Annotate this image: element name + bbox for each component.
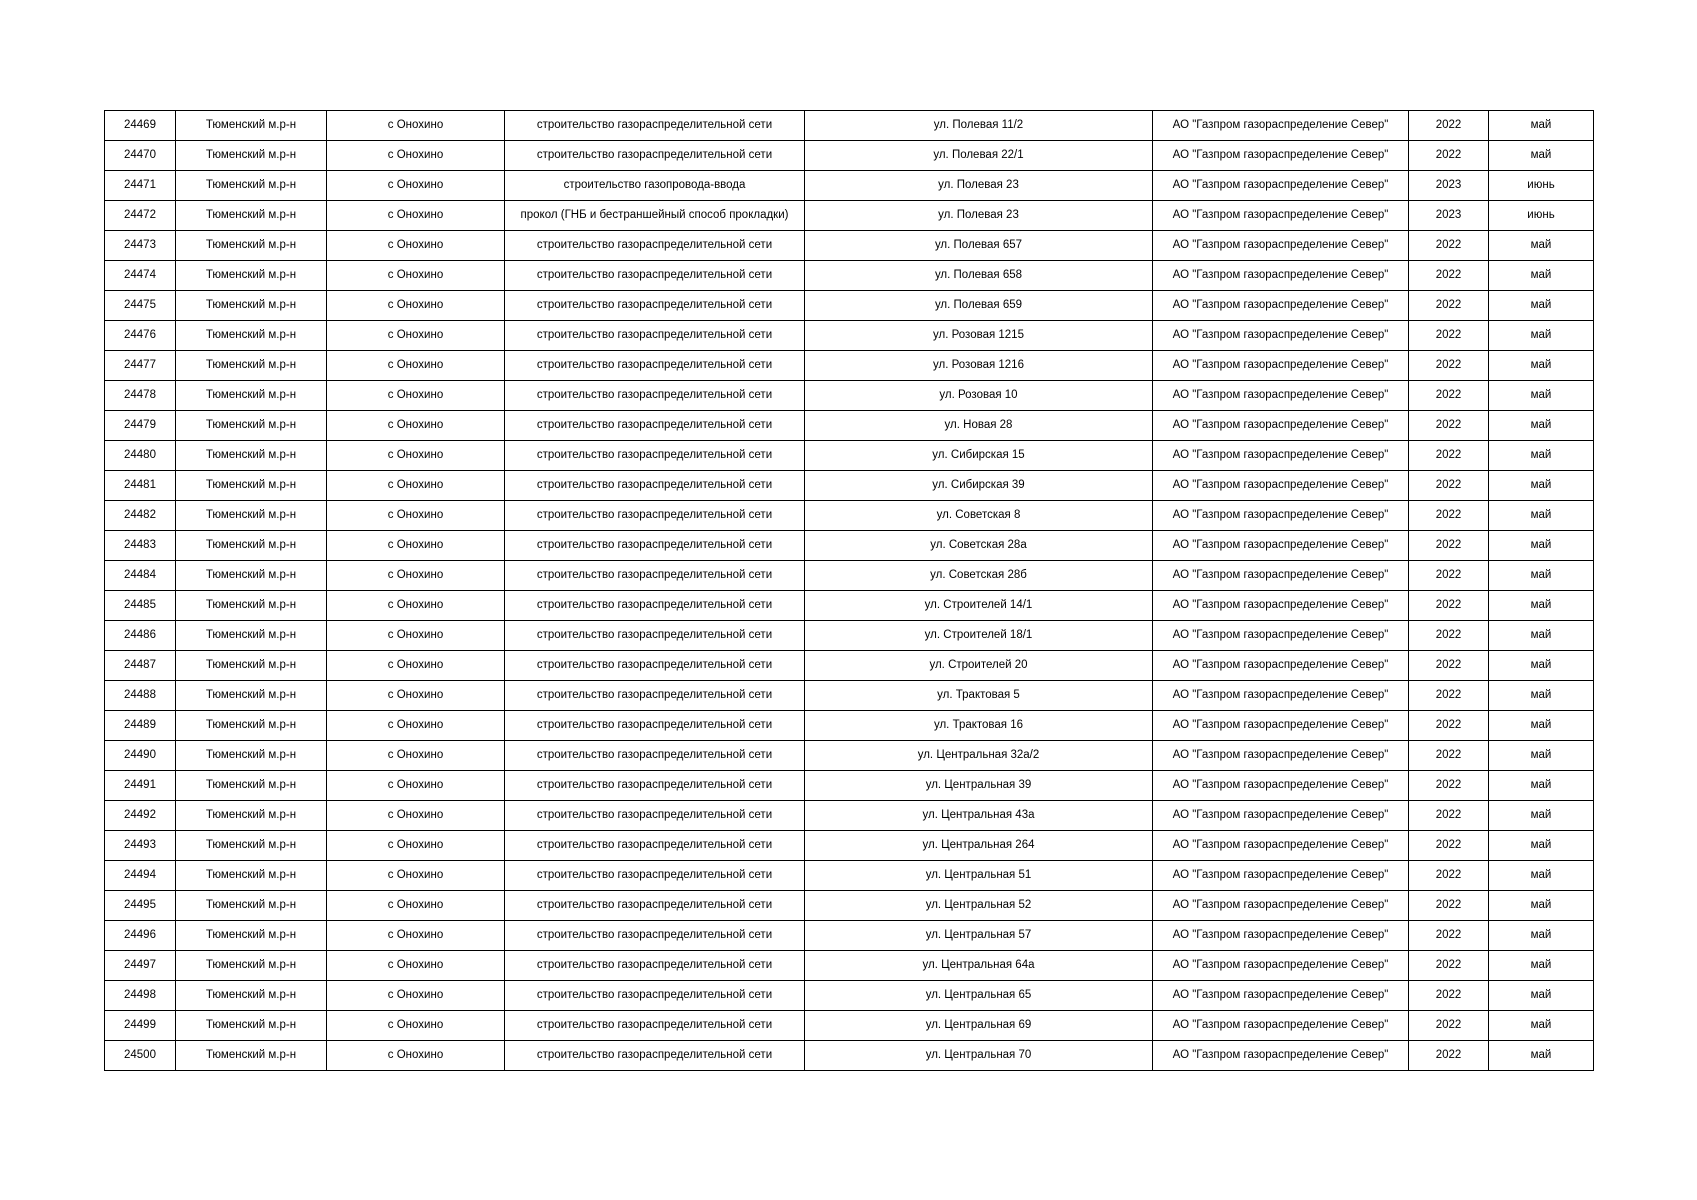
cell-address: ул. Центральная 64а <box>805 951 1153 981</box>
cell-month: май <box>1489 771 1594 801</box>
cell-number: 24498 <box>105 981 176 1011</box>
cell-month: май <box>1489 831 1594 861</box>
cell-organization: АО "Газпром газораспределение Север" <box>1153 831 1409 861</box>
cell-work-type: строительство газораспределительной сети <box>505 741 805 771</box>
cell-month: май <box>1489 441 1594 471</box>
cell-address: ул. Центральная 69 <box>805 1011 1153 1041</box>
cell-month: май <box>1489 711 1594 741</box>
cell-address: ул. Сибирская 15 <box>805 441 1153 471</box>
cell-district: Тюменский м.р-н <box>176 531 327 561</box>
cell-district: Тюменский м.р-н <box>176 111 327 141</box>
cell-number: 24497 <box>105 951 176 981</box>
table-row <box>105 201 1594 231</box>
cell-district: Тюменский м.р-н <box>176 681 327 711</box>
cell-number: 24489 <box>105 711 176 741</box>
cell-work-type: строительство газораспределительной сети <box>505 981 805 1011</box>
cell-number: 24492 <box>105 801 176 831</box>
cell-settlement: с Онохино <box>327 1011 505 1041</box>
cell-number: 24486 <box>105 621 176 651</box>
cell-year: 2022 <box>1409 501 1489 531</box>
table-row <box>105 861 1594 891</box>
cell-district: Тюменский м.р-н <box>176 621 327 651</box>
cell-number: 24485 <box>105 591 176 621</box>
cell-address: ул. Строителей 14/1 <box>805 591 1153 621</box>
cell-year: 2022 <box>1409 411 1489 441</box>
cell-organization: АО "Газпром газораспределение Север" <box>1153 561 1409 591</box>
cell-settlement: с Онохино <box>327 531 505 561</box>
cell-number: 24491 <box>105 771 176 801</box>
cell-number: 24472 <box>105 201 176 231</box>
cell-address: ул. Центральная 43а <box>805 801 1153 831</box>
cell-settlement: с Онохино <box>327 471 505 501</box>
cell-settlement: с Онохино <box>327 651 505 681</box>
cell-address: ул. Советская 28б <box>805 561 1153 591</box>
cell-work-type: строительство газораспределительной сети <box>505 861 805 891</box>
cell-year: 2022 <box>1409 381 1489 411</box>
cell-work-type: строительство газораспределительной сети <box>505 411 805 441</box>
cell-work-type: строительство газораспределительной сети <box>505 141 805 171</box>
table-row <box>105 111 1594 141</box>
cell-settlement: с Онохино <box>327 951 505 981</box>
cell-year: 2022 <box>1409 441 1489 471</box>
cell-work-type: строительство газораспределительной сети <box>505 591 805 621</box>
cell-organization: АО "Газпром газораспределение Север" <box>1153 1011 1409 1041</box>
cell-month: май <box>1489 291 1594 321</box>
cell-organization: АО "Газпром газораспределение Север" <box>1153 801 1409 831</box>
table-row <box>105 561 1594 591</box>
cell-year: 2022 <box>1409 141 1489 171</box>
cell-district: Тюменский м.р-н <box>176 801 327 831</box>
cell-settlement: с Онохино <box>327 501 505 531</box>
cell-work-type: строительство газораспределительной сети <box>505 561 805 591</box>
table-row <box>105 771 1594 801</box>
cell-month: май <box>1489 741 1594 771</box>
table-row <box>105 951 1594 981</box>
cell-month: май <box>1489 951 1594 981</box>
cell-work-type: строительство газораспределительной сети <box>505 891 805 921</box>
cell-address: ул. Центральная 70 <box>805 1041 1153 1071</box>
cell-settlement: с Онохино <box>327 561 505 591</box>
cell-district: Тюменский м.р-н <box>176 831 327 861</box>
cell-organization: АО "Газпром газораспределение Север" <box>1153 501 1409 531</box>
cell-organization: АО "Газпром газораспределение Север" <box>1153 711 1409 741</box>
cell-district: Тюменский м.р-н <box>176 741 327 771</box>
cell-settlement: с Онохино <box>327 1041 505 1071</box>
cell-district: Тюменский м.р-н <box>176 411 327 441</box>
cell-year: 2022 <box>1409 321 1489 351</box>
cell-district: Тюменский м.р-н <box>176 171 327 201</box>
cell-address: ул. Полевая 11/2 <box>805 111 1153 141</box>
cell-work-type: строительство газораспределительной сети <box>505 231 805 261</box>
cell-district: Тюменский м.р-н <box>176 501 327 531</box>
cell-month: май <box>1489 801 1594 831</box>
cell-district: Тюменский м.р-н <box>176 891 327 921</box>
cell-month: май <box>1489 1011 1594 1041</box>
cell-organization: АО "Газпром газораспределение Север" <box>1153 171 1409 201</box>
cell-month: май <box>1489 321 1594 351</box>
cell-district: Тюменский м.р-н <box>176 201 327 231</box>
cell-address: ул. Новая 28 <box>805 411 1153 441</box>
cell-month: май <box>1489 381 1594 411</box>
cell-organization: АО "Газпром газораспределение Север" <box>1153 1041 1409 1071</box>
cell-organization: АО "Газпром газораспределение Север" <box>1153 981 1409 1011</box>
cell-year: 2022 <box>1409 231 1489 261</box>
cell-work-type: строительство газораспределительной сети <box>505 381 805 411</box>
cell-month: май <box>1489 561 1594 591</box>
cell-work-type: строительство газораспределительной сети <box>505 1011 805 1041</box>
cell-work-type: строительство газораспределительной сети <box>505 261 805 291</box>
cell-month: май <box>1489 681 1594 711</box>
cell-month: май <box>1489 111 1594 141</box>
cell-year: 2022 <box>1409 621 1489 651</box>
cell-year: 2022 <box>1409 561 1489 591</box>
cell-address: ул. Центральная 51 <box>805 861 1153 891</box>
cell-number: 24475 <box>105 291 176 321</box>
cell-address: ул. Центральная 32а/2 <box>805 741 1153 771</box>
cell-month: май <box>1489 471 1594 501</box>
cell-year: 2022 <box>1409 1011 1489 1041</box>
cell-work-type: строительство газораспределительной сети <box>505 441 805 471</box>
table-body <box>105 111 1594 1071</box>
cell-address: ул. Центральная 52 <box>805 891 1153 921</box>
cell-address: ул. Строителей 20 <box>805 651 1153 681</box>
cell-address: ул. Центральная 57 <box>805 921 1153 951</box>
cell-work-type: строительство газораспределительной сети <box>505 1041 805 1071</box>
cell-settlement: с Онохино <box>327 261 505 291</box>
cell-year: 2022 <box>1409 531 1489 561</box>
cell-settlement: с Онохино <box>327 981 505 1011</box>
cell-settlement: с Онохино <box>327 681 505 711</box>
cell-settlement: с Онохино <box>327 171 505 201</box>
cell-work-type: строительство газораспределительной сети <box>505 351 805 381</box>
cell-month: май <box>1489 621 1594 651</box>
cell-number: 24494 <box>105 861 176 891</box>
works-table <box>104 110 1594 1071</box>
cell-year: 2022 <box>1409 651 1489 681</box>
cell-organization: АО "Газпром газораспределение Север" <box>1153 291 1409 321</box>
cell-organization: АО "Газпром газораспределение Север" <box>1153 411 1409 441</box>
table-row <box>105 651 1594 681</box>
cell-settlement: с Онохино <box>327 351 505 381</box>
cell-month: май <box>1489 141 1594 171</box>
cell-year: 2022 <box>1409 471 1489 501</box>
cell-work-type: строительство газораспределительной сети <box>505 831 805 861</box>
cell-year: 2022 <box>1409 771 1489 801</box>
cell-settlement: с Онохино <box>327 321 505 351</box>
cell-number: 24474 <box>105 261 176 291</box>
cell-work-type: строительство газораспределительной сети <box>505 291 805 321</box>
cell-organization: АО "Газпром газораспределение Север" <box>1153 471 1409 501</box>
cell-number: 24484 <box>105 561 176 591</box>
cell-settlement: с Онохино <box>327 141 505 171</box>
cell-address: ул. Полевая 23 <box>805 171 1153 201</box>
cell-district: Тюменский м.р-н <box>176 1041 327 1071</box>
cell-work-type: строительство газораспределительной сети <box>505 771 805 801</box>
cell-year: 2022 <box>1409 1041 1489 1071</box>
cell-settlement: с Онохино <box>327 111 505 141</box>
cell-number: 24473 <box>105 231 176 261</box>
cell-number: 24480 <box>105 441 176 471</box>
cell-work-type: прокол (ГНБ и бестраншейный способ прокладки) <box>505 201 805 231</box>
table-row <box>105 321 1594 351</box>
cell-settlement: с Онохино <box>327 411 505 441</box>
cell-month: май <box>1489 891 1594 921</box>
cell-district: Тюменский м.р-н <box>176 591 327 621</box>
cell-year: 2023 <box>1409 171 1489 201</box>
cell-work-type: строительство газораспределительной сети <box>505 321 805 351</box>
cell-year: 2022 <box>1409 291 1489 321</box>
cell-organization: АО "Газпром газораспределение Север" <box>1153 231 1409 261</box>
cell-settlement: с Онохино <box>327 891 505 921</box>
table-row <box>105 621 1594 651</box>
table-row <box>105 171 1594 201</box>
cell-year: 2022 <box>1409 891 1489 921</box>
cell-organization: АО "Газпром газораспределение Север" <box>1153 441 1409 471</box>
cell-address: ул. Полевая 657 <box>805 231 1153 261</box>
table-row <box>105 711 1594 741</box>
cell-month: май <box>1489 411 1594 441</box>
table-row <box>105 591 1594 621</box>
cell-year: 2022 <box>1409 831 1489 861</box>
cell-work-type: строительство газораспределительной сети <box>505 651 805 681</box>
cell-address: ул. Центральная 65 <box>805 981 1153 1011</box>
cell-work-type: строительство газопровода-ввода <box>505 171 805 201</box>
cell-address: ул. Полевая 22/1 <box>805 141 1153 171</box>
cell-work-type: строительство газораспределительной сети <box>505 711 805 741</box>
cell-month: июнь <box>1489 201 1594 231</box>
cell-address: ул. Центральная 39 <box>805 771 1153 801</box>
table-row <box>105 831 1594 861</box>
cell-district: Тюменский м.р-н <box>176 291 327 321</box>
cell-district: Тюменский м.р-н <box>176 141 327 171</box>
cell-number: 24483 <box>105 531 176 561</box>
cell-month: май <box>1489 591 1594 621</box>
cell-organization: АО "Газпром газораспределение Север" <box>1153 771 1409 801</box>
cell-number: 24495 <box>105 891 176 921</box>
cell-district: Тюменский м.р-н <box>176 351 327 381</box>
cell-settlement: с Онохино <box>327 921 505 951</box>
cell-number: 24499 <box>105 1011 176 1041</box>
table-row <box>105 921 1594 951</box>
cell-address: ул. Советская 28а <box>805 531 1153 561</box>
cell-settlement: с Онохино <box>327 441 505 471</box>
cell-work-type: строительство газораспределительной сети <box>505 921 805 951</box>
cell-district: Тюменский м.р-н <box>176 651 327 681</box>
cell-organization: АО "Газпром газораспределение Север" <box>1153 141 1409 171</box>
cell-number: 24493 <box>105 831 176 861</box>
cell-settlement: с Онохино <box>327 711 505 741</box>
cell-work-type: строительство газораспределительной сети <box>505 501 805 531</box>
cell-month: май <box>1489 1041 1594 1071</box>
cell-organization: АО "Газпром газораспределение Север" <box>1153 111 1409 141</box>
table-row <box>105 261 1594 291</box>
cell-organization: АО "Газпром газораспределение Север" <box>1153 201 1409 231</box>
cell-district: Тюменский м.р-н <box>176 381 327 411</box>
cell-number: 24479 <box>105 411 176 441</box>
cell-settlement: с Онохино <box>327 741 505 771</box>
cell-organization: АО "Газпром газораспределение Север" <box>1153 261 1409 291</box>
cell-work-type: строительство газораспределительной сети <box>505 681 805 711</box>
cell-district: Тюменский м.р-н <box>176 321 327 351</box>
cell-address: ул. Советская 8 <box>805 501 1153 531</box>
cell-work-type: строительство газораспределительной сети <box>505 111 805 141</box>
cell-year: 2022 <box>1409 801 1489 831</box>
cell-address: ул. Трактовая 5 <box>805 681 1153 711</box>
cell-number: 24488 <box>105 681 176 711</box>
cell-address: ул. Розовая 10 <box>805 381 1153 411</box>
cell-year: 2022 <box>1409 711 1489 741</box>
cell-number: 24478 <box>105 381 176 411</box>
table-row <box>105 1041 1594 1071</box>
cell-settlement: с Онохино <box>327 231 505 261</box>
table-row <box>105 441 1594 471</box>
table-row <box>105 981 1594 1011</box>
cell-settlement: с Онохино <box>327 381 505 411</box>
cell-settlement: с Онохино <box>327 831 505 861</box>
cell-number: 24496 <box>105 921 176 951</box>
cell-organization: АО "Газпром газораспределение Север" <box>1153 531 1409 561</box>
cell-month: май <box>1489 231 1594 261</box>
cell-settlement: с Онохино <box>327 591 505 621</box>
cell-year: 2022 <box>1409 951 1489 981</box>
cell-address: ул. Полевая 659 <box>805 291 1153 321</box>
cell-organization: АО "Газпром газораспределение Север" <box>1153 861 1409 891</box>
table-row <box>105 1011 1594 1041</box>
cell-address: ул. Полевая 23 <box>805 201 1153 231</box>
cell-district: Тюменский м.р-н <box>176 951 327 981</box>
cell-number: 24500 <box>105 1041 176 1071</box>
cell-month: май <box>1489 501 1594 531</box>
cell-address: ул. Розовая 1216 <box>805 351 1153 381</box>
cell-month: май <box>1489 261 1594 291</box>
cell-organization: АО "Газпром газораспределение Север" <box>1153 651 1409 681</box>
table-row <box>105 381 1594 411</box>
table-row <box>105 291 1594 321</box>
cell-address: ул. Трактовая 16 <box>805 711 1153 741</box>
cell-month: май <box>1489 921 1594 951</box>
cell-year: 2022 <box>1409 681 1489 711</box>
cell-organization: АО "Газпром газораспределение Север" <box>1153 741 1409 771</box>
cell-district: Тюменский м.р-н <box>176 861 327 891</box>
cell-number: 24490 <box>105 741 176 771</box>
cell-number: 24476 <box>105 321 176 351</box>
table-row <box>105 351 1594 381</box>
cell-settlement: с Онохино <box>327 291 505 321</box>
table-row <box>105 891 1594 921</box>
table-row <box>105 231 1594 261</box>
cell-number: 24482 <box>105 501 176 531</box>
cell-organization: АО "Газпром газораспределение Север" <box>1153 381 1409 411</box>
cell-settlement: с Онохино <box>327 861 505 891</box>
cell-month: май <box>1489 531 1594 561</box>
cell-month: май <box>1489 861 1594 891</box>
cell-month: июнь <box>1489 171 1594 201</box>
cell-settlement: с Онохино <box>327 201 505 231</box>
cell-settlement: с Онохино <box>327 771 505 801</box>
table-row <box>105 741 1594 771</box>
cell-address: ул. Строителей 18/1 <box>805 621 1153 651</box>
cell-address: ул. Розовая 1215 <box>805 321 1153 351</box>
cell-work-type: строительство газораспределительной сети <box>505 621 805 651</box>
cell-district: Тюменский м.р-н <box>176 981 327 1011</box>
cell-district: Тюменский м.р-н <box>176 561 327 591</box>
cell-year: 2022 <box>1409 921 1489 951</box>
table-row <box>105 411 1594 441</box>
cell-year: 2022 <box>1409 261 1489 291</box>
cell-month: май <box>1489 981 1594 1011</box>
cell-year: 2022 <box>1409 981 1489 1011</box>
cell-address: ул. Центральная 264 <box>805 831 1153 861</box>
cell-month: май <box>1489 351 1594 381</box>
cell-district: Тюменский м.р-н <box>176 921 327 951</box>
table-row <box>105 471 1594 501</box>
table-row <box>105 531 1594 561</box>
cell-organization: АО "Газпром газораспределение Север" <box>1153 921 1409 951</box>
cell-settlement: с Онохино <box>327 621 505 651</box>
cell-number: 24487 <box>105 651 176 681</box>
cell-number: 24477 <box>105 351 176 381</box>
cell-settlement: с Онохино <box>327 801 505 831</box>
table-row <box>105 681 1594 711</box>
cell-organization: АО "Газпром газораспределение Север" <box>1153 621 1409 651</box>
cell-district: Тюменский м.р-н <box>176 441 327 471</box>
cell-year: 2022 <box>1409 861 1489 891</box>
cell-organization: АО "Газпром газораспределение Север" <box>1153 681 1409 711</box>
table-row <box>105 501 1594 531</box>
cell-organization: АО "Газпром газораспределение Север" <box>1153 891 1409 921</box>
cell-district: Тюменский м.р-н <box>176 1011 327 1041</box>
cell-district: Тюменский м.р-н <box>176 261 327 291</box>
cell-year: 2022 <box>1409 111 1489 141</box>
cell-year: 2023 <box>1409 201 1489 231</box>
table-row <box>105 801 1594 831</box>
cell-work-type: строительство газораспределительной сети <box>505 531 805 561</box>
cell-organization: АО "Газпром газораспределение Север" <box>1153 351 1409 381</box>
cell-work-type: строительство газораспределительной сети <box>505 471 805 501</box>
cell-month: май <box>1489 651 1594 681</box>
cell-number: 24481 <box>105 471 176 501</box>
cell-organization: АО "Газпром газораспределение Север" <box>1153 321 1409 351</box>
cell-work-type: строительство газораспределительной сети <box>505 801 805 831</box>
cell-number: 24469 <box>105 111 176 141</box>
cell-year: 2022 <box>1409 351 1489 381</box>
cell-organization: АО "Газпром газораспределение Север" <box>1153 591 1409 621</box>
table-row <box>105 141 1594 171</box>
cell-number: 24470 <box>105 141 176 171</box>
cell-work-type: строительство газораспределительной сети <box>505 951 805 981</box>
cell-district: Тюменский м.р-н <box>176 771 327 801</box>
cell-number: 24471 <box>105 171 176 201</box>
cell-district: Тюменский м.р-н <box>176 231 327 261</box>
cell-address: ул. Полевая 658 <box>805 261 1153 291</box>
cell-address: ул. Сибирская 39 <box>805 471 1153 501</box>
cell-year: 2022 <box>1409 591 1489 621</box>
cell-organization: АО "Газпром газораспределение Север" <box>1153 951 1409 981</box>
cell-district: Тюменский м.р-н <box>176 471 327 501</box>
cell-district: Тюменский м.р-н <box>176 711 327 741</box>
cell-year: 2022 <box>1409 741 1489 771</box>
